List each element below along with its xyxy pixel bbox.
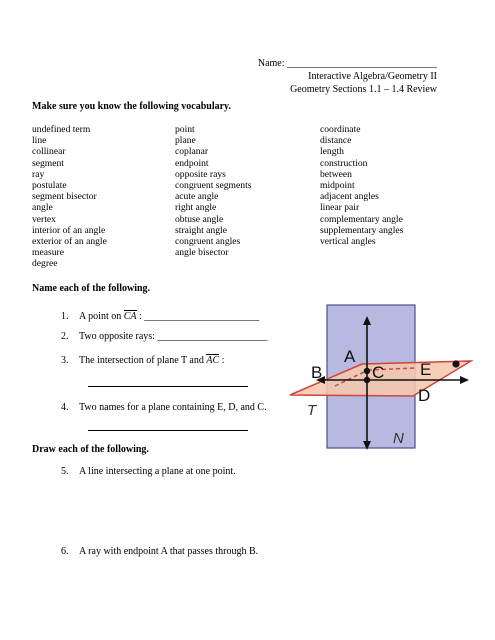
vocab-term: coordinate — [320, 124, 361, 135]
question-text[interactable]: Two opposite rays: ______________________ — [79, 331, 268, 342]
label-a: A — [344, 347, 356, 366]
point-a — [364, 368, 370, 374]
point-e — [452, 360, 459, 367]
label-e: E — [420, 360, 432, 379]
question-tail: : — [221, 355, 225, 366]
vocab-term: supplementary angles — [320, 224, 404, 236]
question-text: A line intersecting a plane at one point. — [79, 466, 236, 477]
vocab-column-3 — [320, 124, 403, 247]
planes-figure — [280, 300, 480, 460]
vocab-term: angle bisector — [175, 247, 229, 259]
vocab-term: exterior of an angle — [32, 236, 107, 248]
vocab-term: between — [320, 168, 352, 180]
label-plane-n: N — [393, 430, 404, 447]
vocab-term: complementary angle — [320, 213, 403, 225]
question-number: 1. — [61, 311, 69, 322]
label-plane-t: T — [307, 402, 317, 419]
question-number: 4. — [61, 402, 69, 413]
name-section-heading: Name each of the following. — [32, 283, 151, 294]
vocab-term: segment — [32, 157, 64, 169]
vocab-term: postulate — [32, 180, 67, 192]
question-number: 3. — [61, 355, 69, 366]
vocab-term: degree — [32, 258, 58, 270]
vocab-term: segment bisector — [32, 191, 97, 203]
vocab-term: measure — [32, 247, 64, 259]
point-c — [364, 377, 370, 383]
vocab-term: vertex — [32, 213, 56, 225]
vocab-term: vertical angles — [320, 236, 376, 248]
vocab-term: acute angle — [175, 191, 219, 203]
vocab-term: obtuse angle — [175, 213, 224, 225]
question-1 — [61, 311, 259, 323]
vocab-term: angle — [32, 202, 53, 214]
vocab-term: construction — [320, 157, 368, 169]
vocab-term: point — [175, 124, 195, 135]
vocab-term: right angle — [175, 202, 217, 214]
vocab-term: congruent segments — [175, 180, 252, 192]
vocab-term: linear pair — [320, 202, 360, 214]
vocab-term: collinear — [32, 146, 66, 158]
vocab-term: opposite rays — [175, 168, 226, 180]
line-ac-symbol: AC — [206, 355, 220, 366]
arrowhead-right — [460, 376, 469, 384]
question-4 — [61, 402, 267, 414]
question-number: 2. — [61, 331, 69, 342]
question-number: 5. — [61, 466, 69, 477]
vocab-term: line — [32, 135, 47, 147]
vocab-heading: Make sure you know the following vocabulary. — [32, 101, 231, 112]
vocab-term: midpoint — [320, 180, 355, 192]
vocab-column-1 — [32, 124, 107, 270]
label-d: D — [418, 386, 431, 405]
drawing-area-5[interactable] — [88, 482, 448, 542]
question-number: 6. — [61, 546, 69, 557]
vocab-term: endpoint — [175, 157, 209, 169]
vocab-term: adjacent angles — [320, 191, 379, 203]
vocab-column-2 — [175, 124, 251, 258]
vocab-term: interior of an angle — [32, 224, 106, 236]
label-c: C — [372, 363, 385, 382]
draw-section-heading: Draw each of the following. — [32, 444, 149, 455]
vocab-term: coplanar — [175, 146, 209, 158]
question-text: The intersection of plane T and — [79, 355, 204, 366]
answer-line-4[interactable] — [88, 430, 248, 431]
answer-blank[interactable]: : _______________________ — [139, 311, 260, 322]
vocab-term: plane — [175, 135, 196, 147]
vocab-term: straight angle — [175, 224, 227, 236]
vocab-term: undefined term — [32, 124, 91, 135]
label-b: B — [311, 363, 323, 382]
question-text: Two names for a plane containing E, D, and C. — [79, 402, 267, 413]
answer-line-3[interactable] — [88, 386, 248, 387]
vocab-term: ray — [32, 168, 45, 180]
section-title: Geometry Sections 1.1 – 1.4 Review — [290, 84, 437, 95]
line-ca-symbol: CA — [123, 311, 137, 322]
question-5 — [61, 466, 236, 478]
vocab-term: distance — [320, 135, 352, 147]
drawing-area-6[interactable] — [88, 562, 448, 622]
question-6 — [61, 546, 258, 558]
question-text: A ray with endpoint A that passes through B. — [79, 546, 259, 557]
name-field[interactable]: Name: ______________________________ — [257, 58, 437, 69]
vocab-term: congruent angles — [175, 236, 241, 248]
course-title: Interactive Algebra/Geometry II — [308, 71, 437, 82]
question-2 — [61, 331, 267, 343]
vocab-term: length — [320, 146, 344, 158]
question-text: A point on — [79, 311, 122, 322]
question-3 — [61, 355, 224, 367]
